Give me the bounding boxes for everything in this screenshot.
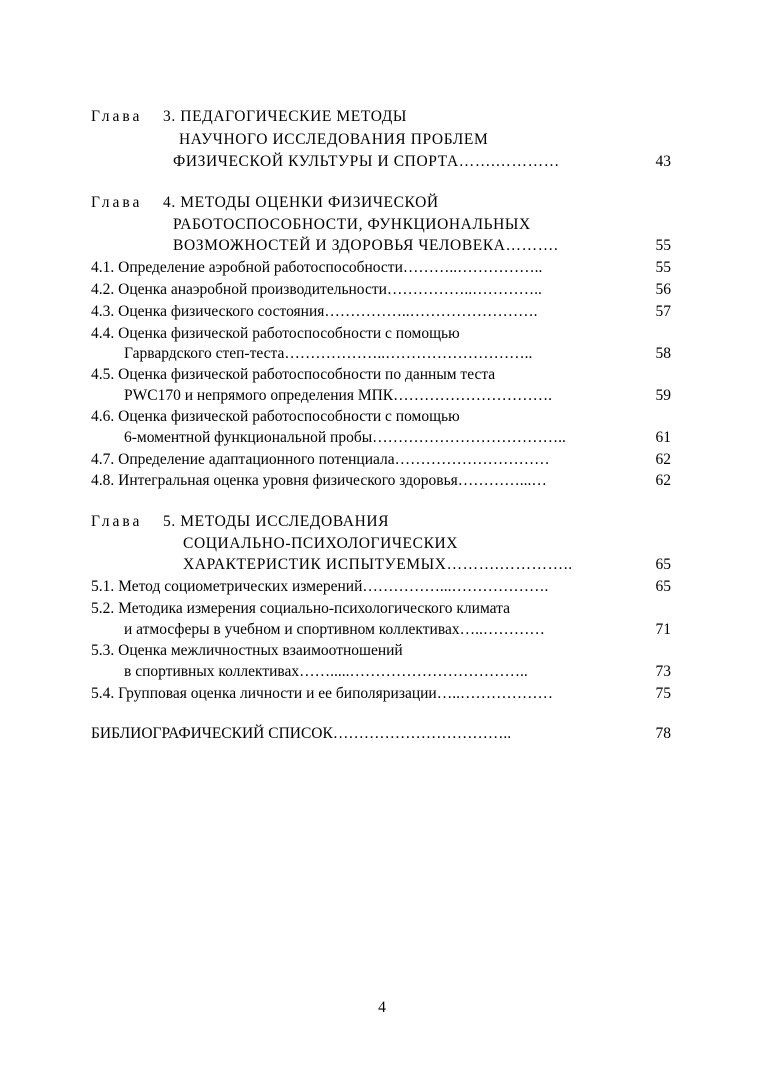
toc-entry-4-6: 4.6. Оценка физической работоспособности с помощью: [91, 408, 460, 425]
toc-entry-5-3: 5.3. Оценка межличностных взаимоотношений: [91, 642, 403, 659]
chapter-5-title-line-2: СОЦИАЛЬНО-ПСИХОЛОГИЧЕСКИХ: [183, 535, 459, 552]
toc-entry-4-1: 4.1. Определение аэробной работоспособности………..……………..: [91, 259, 543, 276]
toc-entry-4-5-cont: PWC170 и непрямого определения МПК………………………….: [124, 387, 553, 404]
chapter-5-title-line-3: ХАРАКТЕРИСТИК ИСПЫТУЕМЫХ……….…………..: [183, 556, 573, 573]
chapter-3-page: 43: [655, 153, 671, 170]
chapter-3-title-line-2: НАУЧНОГО ИССЛЕДОВАНИЯ ПРОБЛЕМ: [179, 131, 489, 148]
bibliography-entry: БИБЛИОГРАФИЧЕСКИЙ СПИСОК……………………………..: [91, 725, 512, 742]
toc-entry-5-3-cont: в спортивных коллективах…….....……………………………..: [124, 663, 528, 680]
chapter-4-page: 55: [655, 237, 671, 254]
toc-entry-4-8: 4.8. Интегральная оценка уровня физического здоровья…………...…: [91, 472, 547, 489]
toc-entry-4-7: 4.7. Определение адаптационного потенциала…………………………: [91, 451, 550, 468]
chapter-4-title-line-2: РАБОТОСПОСОБНОСТИ, ФУНКЦИОНАЛЬНЫХ: [173, 216, 531, 233]
chapter-4-label: Глава: [91, 194, 143, 211]
toc-entry-5-2-cont: и атмосферы в учебном и спортивном коллективах…..…………: [124, 621, 545, 638]
toc-entry-5-4: 5.4. Групповая оценка личности и ее биполяризации…..………………: [91, 685, 553, 702]
chapter-5-label: Глава: [91, 513, 143, 530]
toc-entry-4-2: 4.2. Оценка анаэробной производительности……………..…………..: [91, 281, 542, 298]
toc-entry-4-4-page: 58: [655, 345, 671, 362]
chapter-3-title-line-1: 3. ПЕДАГОГИЧЕСКИЕ МЕТОДЫ: [163, 108, 408, 125]
toc-entry-4-6-page: 61: [655, 429, 671, 446]
toc-entry-4-7-page: 62: [655, 451, 671, 468]
toc-entry-5-2-page: 71: [655, 621, 671, 638]
page-number: 4: [378, 999, 386, 1016]
chapter-5-title-line-1: 5. МЕТОДЫ ИССЛЕДОВАНИЯ: [163, 513, 390, 530]
toc-entry-5-1-page: 65: [655, 578, 671, 595]
toc-entry-4-3: 4.3. Оценка физического состояния……………..…………………….: [91, 303, 538, 320]
toc-entry-5-3-page: 73: [655, 663, 671, 680]
toc-entry-5-4-page: 75: [655, 685, 671, 702]
toc-entry-4-4-cont: Гарвардского степ-теста………………..………………………..: [124, 345, 533, 362]
toc-entry-5-1: 5.1. Метод социометрических измерений……………...……………….: [91, 578, 549, 595]
toc-entry-4-5-page: 59: [655, 387, 671, 404]
toc-entry-4-2-page: 56: [655, 281, 671, 298]
chapter-5-page: 65: [655, 556, 671, 573]
chapter-3-label: Глава: [91, 108, 143, 125]
toc-entry-4-1-page: 55: [655, 259, 671, 276]
chapter-4-title-line-3: ВОЗМОЖНОСТЕЙ И ЗДОРОВЬЯ ЧЕЛОВЕКА……….: [173, 237, 559, 254]
toc-entry-4-5: 4.5. Оценка физической работоспособности по данным теста: [91, 366, 496, 383]
toc-entry-4-4: 4.4. Оценка физической работоспособности с помощью: [91, 325, 460, 342]
chapter-4-title-line-1: 4. МЕТОДЫ ОЦЕНКИ ФИЗИЧЕСКОЙ: [163, 194, 439, 211]
toc-entry-4-3-page: 57: [655, 303, 671, 320]
toc-entry-4-8-page: 62: [655, 472, 671, 489]
bibliography-page: 78: [655, 725, 671, 742]
toc-entry-4-6-cont: 6-моментной функциональной пробы………………………………..: [124, 429, 566, 446]
toc-entry-5-2: 5.2. Методика измерения социально-психологического климата: [91, 600, 510, 617]
chapter-3-title-line-3: ФИЗИЧЕСКОЙ КУЛЬТУРЫ И СПОРТА…….…………: [173, 153, 560, 170]
